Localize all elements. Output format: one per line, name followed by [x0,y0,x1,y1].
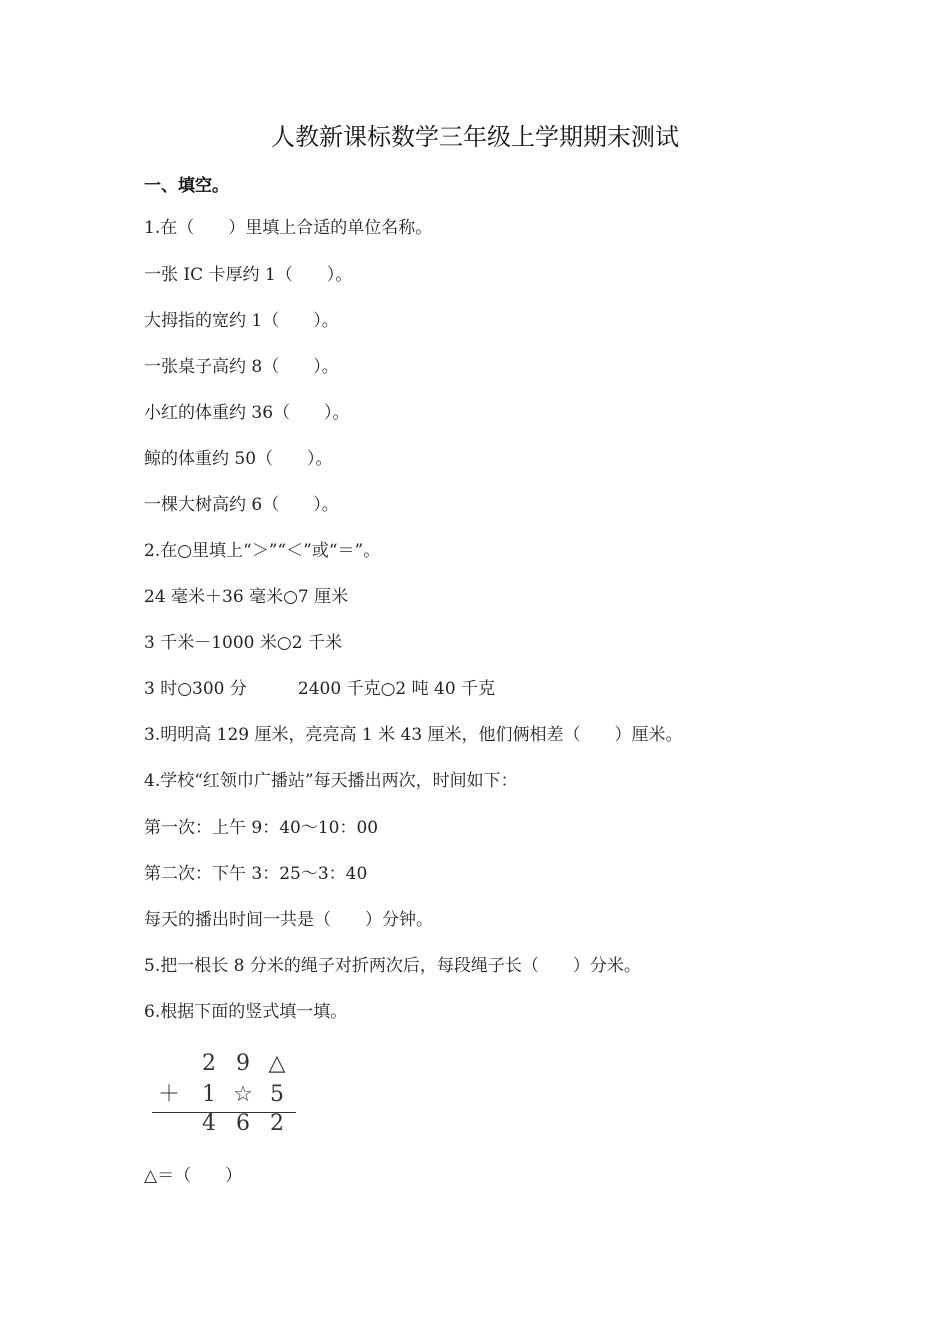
digit: 5 [270,1082,284,1107]
question-1-item: 小红的体重约 36（ ）。 [144,403,350,423]
digit: 6 [236,1111,250,1136]
question-1-item: 大拇指的宽约 1（ ）。 [144,311,339,331]
page-title: 人教新课标数学三年级上学期期末测试 [271,123,679,151]
answer-line: △＝（ ） [144,1166,243,1186]
question-2-item: 24 毫米＋36 毫米○7 厘米 [144,587,349,607]
digit: 2 [270,1111,284,1136]
digit: 1 [202,1082,216,1107]
question-2-item: 3 时○300 分 2400 千克○2 吨 40 千克 [144,679,496,699]
vertical-addition [148,1050,308,1140]
question-4-item: 第二次：下午 3：25～3：40 [144,864,368,884]
question-1-item: 一张 IC 卡厚约 1（ ）。 [144,265,353,285]
question-6: 6.根据下面的竖式填一填。 [144,1002,348,1022]
digit: 9 [236,1051,250,1076]
plus-sign: ＋ [157,1082,180,1107]
question-3: 3.明明高 129 厘米，亮亮高 1 米 43 厘米，他们俩相差（ ）厘米。 [144,725,683,745]
triangle-symbol: △ [268,1051,286,1076]
question-1: 1.在（ ）里填上合适的单位名称。 [144,218,433,238]
digit: 4 [202,1111,216,1136]
question-1-item: 一张桌子高约 8（ ）。 [144,357,339,377]
question-2-item: 3 千米－1000 米○2 千米 [144,633,342,653]
digit: 2 [202,1051,216,1076]
question-1-item: 鲸的体重约 50（ ）。 [144,449,333,469]
question-4-item: 每天的播出时间一共是（ ）分钟。 [144,910,433,930]
question-1-item: 一棵大树高约 6（ ）。 [144,495,339,515]
star-symbol: ☆ [233,1082,253,1107]
question-4-item: 第一次：上午 9：40～10：00 [144,818,379,838]
question-5: 5.把一根长 8 分米的绳子对折两次后，每段绳子长（ ）分米。 [144,956,641,976]
section-heading: 一、填空。 [144,176,229,196]
question-2: 2.在○里填上“＞”“＜”或“＝”。 [144,541,381,561]
question-4: 4.学校“红领巾广播站”每天播出两次，时间如下： [144,771,518,791]
